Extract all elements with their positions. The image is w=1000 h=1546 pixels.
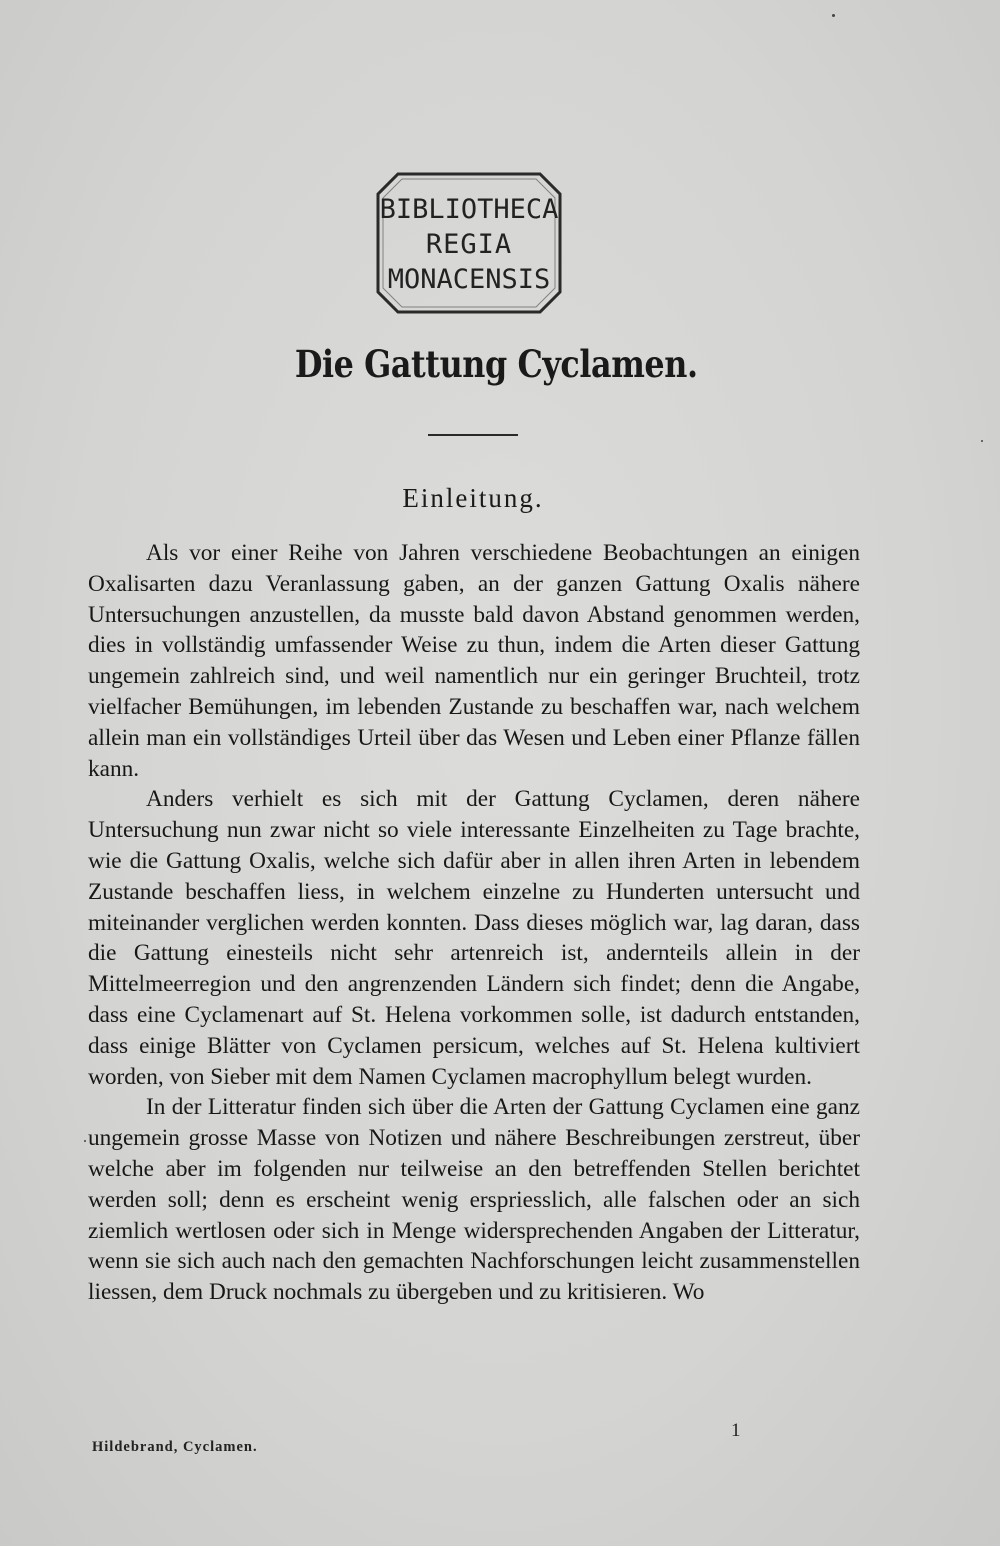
paragraph-2: Anders verhielt es sich mit der Gattung Cyclamen, deren nähere Untersuchung nun zwar nicht so viele interessante Einzelheiten zu Tage brachte, wie die Gattung Oxalis, welche sich dafür aber in allen ihren Arten in lebendem Zustande beschaffen liess, in welchem einzelne zu Hunderten untersucht und miteinander verglichen werden konnten. Dass dieses möglich war, lag daran, dass die Gattung einesteils nicht sehr artenreich ist, andernteils allein in der Mittelmeerregion und den angrenzenden Ländern sich findet; denn die Angabe, dass eine Cyclamenart auf St. Helena vorkommen solle, ist dadurch entstanden, dass einige Blätter von Cyclamen persicum, welches auf St. Helena kultiviert worden, von Sieber mit dem Namen Cyclamen macrophyllum belegt wurden. [88,786,860,1090]
section-heading: Einleitung. [402,483,544,513]
running-footer: Hildebrand, Cyclamen. [92,1439,258,1455]
paragraph-1: Als vor einer Reihe von Jahren verschiedene Beobachtungen an einigen Oxalisarten dazu Veranlassung gaben, an der ganzen Gattung Oxalis nähere Untersuchungen anzustellen, da musste bald davon Abstand genommen werden, dies in vollständig umfassender Weise zu thun, indem die Arten dieser Gattung ungemein zahlreich sind, und weil namentlich nur ein geringer Bruchteil, trotz vielfacher Bemühungen, im lebenden Zustande zu beschaffen war, nach welchem allein man ein vollständiges Urteil über das Wesen und Leben einer Pflanze fällen kann. [88,540,860,782]
paper-speck [981,440,983,442]
page-number: 1 [731,1420,741,1441]
title-divider [428,434,518,436]
stamp-line-1: BIBLIOTHECA [379,194,559,225]
library-stamp [374,170,564,316]
page-title: Die Gattung Cyclamen. [294,342,698,386]
stamp-line-2: REGIA [425,229,513,260]
stamp-line-3: MONACENSIS [387,264,551,295]
paragraph-3: In der Litteratur finden sich über die Arten der Gattung Cyclamen eine ganz ungemein grosse Masse von Notizen und nähere Beschreibungen zerstreut, über welche aber im folgenden nur teilweise an den betreffenden Stellen berichtet werden soll; denn es erscheint wenig erspriesslich, alle falschen oder an sich ziemlich wertlosen oder sich in Menge widersprechenden Angaben der Litteratur, wenn sie sich auch nach den gemachten Nachforschungen leicht zusammenstellen liessen, dem Druck nochmals zu übergeben und zu kritisieren. Wo [88,1094,860,1306]
paper-speck [84,1140,86,1142]
body-text [88,538,860,1308]
paper-speck [832,14,835,17]
